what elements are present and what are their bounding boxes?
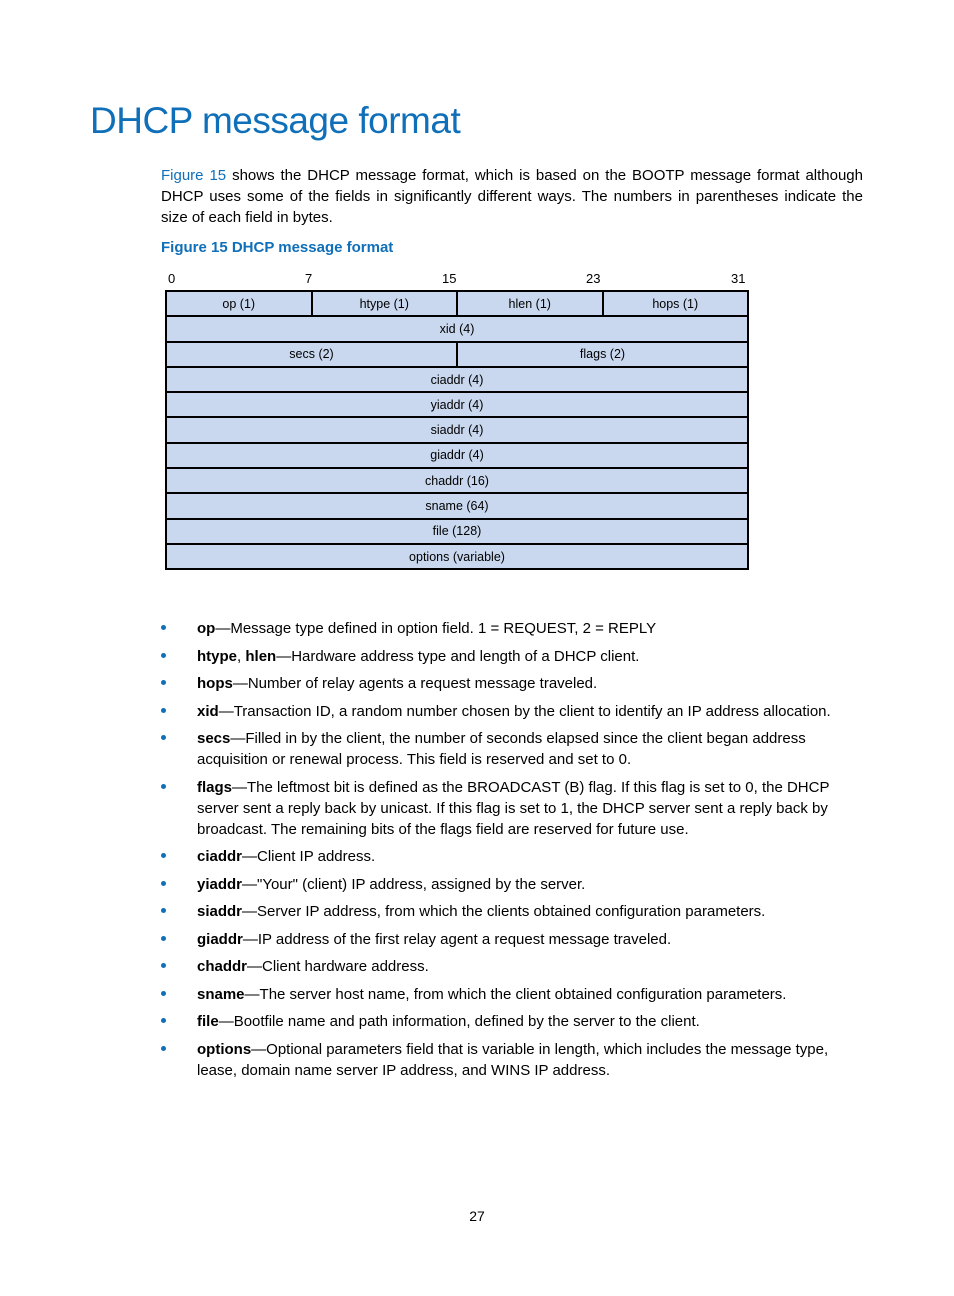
field-giaddr: giaddr (4) bbox=[166, 443, 748, 468]
diagram-row bbox=[166, 392, 748, 417]
field-term: chaddr bbox=[197, 958, 248, 975]
bullet-icon bbox=[161, 653, 166, 658]
bit-label-7: 7 bbox=[305, 271, 313, 286]
diagram-row bbox=[166, 519, 748, 544]
field-description: —Transaction ID, a random number chosen by the client to identify an IP address allocation. bbox=[218, 702, 831, 720]
field-hlen: hlen (1) bbox=[457, 291, 603, 316]
figure-link[interactable]: Figure 15 bbox=[161, 167, 227, 184]
field-term: yiaddr bbox=[197, 875, 243, 893]
field-description: —IP address of the first relay agent a request message traveled. bbox=[242, 930, 672, 948]
list-item bbox=[161, 1011, 864, 1032]
bit-position-labels bbox=[0, 271, 954, 289]
term-separator: , bbox=[237, 647, 246, 665]
field-term: xid bbox=[197, 702, 219, 720]
list-item bbox=[161, 901, 864, 922]
bullet-icon bbox=[161, 784, 166, 789]
field-description: —Number of relay agents a request message traveled. bbox=[232, 675, 598, 692]
bullet-icon bbox=[161, 708, 166, 713]
field-term: secs bbox=[197, 730, 231, 747]
list-item bbox=[161, 1039, 864, 1081]
field-term: hlen bbox=[245, 647, 277, 665]
field-description: —The server host name, from which the client obtained configuration parameters. bbox=[244, 985, 787, 1003]
field-term: giaddr bbox=[197, 930, 243, 948]
bit-label-31: 31 bbox=[731, 271, 746, 286]
list-item bbox=[161, 874, 864, 895]
list-item bbox=[161, 618, 864, 639]
diagram-row bbox=[166, 544, 748, 569]
list-item bbox=[161, 701, 864, 722]
bit-label-15: 15 bbox=[442, 271, 457, 286]
field-xid: xid (4) bbox=[166, 316, 748, 341]
field-chaddr: chaddr (16) bbox=[166, 468, 748, 493]
diagram-row bbox=[166, 443, 748, 468]
diagram-row bbox=[166, 493, 748, 518]
field-term: flags bbox=[197, 778, 233, 796]
bullet-icon bbox=[161, 680, 166, 685]
bullet-icon bbox=[161, 991, 166, 996]
list-item bbox=[161, 984, 864, 1005]
page-number: 27 bbox=[469, 1208, 485, 1224]
field-description: —The leftmost bit is defined as the BROADCAST (B) flag. If this flag is set to 0, the DHCP server sent a reply back by unicast. If this flag is set to 1, the DHCP server sent a reply back by broadcast. The remaining bits of the flags field are reserved for future use. bbox=[197, 778, 830, 838]
field-htype: htype (1) bbox=[312, 291, 458, 316]
list-item bbox=[161, 777, 864, 840]
field-description: —Hardware address type and length of a DHCP client. bbox=[276, 647, 640, 665]
field-term: op bbox=[197, 620, 216, 637]
intro-paragraph bbox=[161, 165, 863, 228]
field-description: —Client hardware address. bbox=[247, 958, 429, 975]
dhcp-message-format-diagram bbox=[165, 290, 749, 570]
field-sname: sname (64) bbox=[166, 493, 748, 518]
bullet-icon bbox=[161, 881, 166, 886]
field-term: hops bbox=[197, 675, 233, 692]
field-options: options (variable) bbox=[166, 544, 748, 569]
diagram-row bbox=[166, 417, 748, 442]
field-term: file bbox=[197, 1013, 219, 1030]
field-ciaddr: ciaddr (4) bbox=[166, 367, 748, 392]
intro-text: shows the DHCP message format, which is based on the BOOTP message format although DHCP uses some of the fields in significantly different ways. The numbers in parentheses indicate the size of each field in bytes. bbox=[161, 167, 863, 226]
field-description: —Message type defined in option field. 1 = REQUEST, 2 = REPLY bbox=[215, 620, 657, 637]
field-op: op (1) bbox=[166, 291, 312, 316]
list-item bbox=[161, 646, 864, 667]
diagram-row bbox=[166, 291, 748, 316]
field-yiaddr: yiaddr (4) bbox=[166, 392, 748, 417]
bit-label-0: 0 bbox=[168, 271, 176, 286]
field-flags: flags (2) bbox=[457, 342, 748, 367]
list-item bbox=[161, 956, 864, 977]
field-term: sname bbox=[197, 985, 245, 1003]
field-secs: secs (2) bbox=[166, 342, 457, 367]
bullet-icon bbox=[161, 735, 166, 740]
field-description: —Optional parameters field that is variable in length, which includes the message type, lease, domain name server IP address, and WINS IP address. bbox=[197, 1040, 829, 1079]
field-term: siaddr bbox=[197, 903, 243, 920]
list-item bbox=[161, 673, 864, 694]
field-siaddr: siaddr (4) bbox=[166, 417, 748, 442]
bit-label-23: 23 bbox=[586, 271, 601, 286]
field-description: —Client IP address. bbox=[242, 848, 376, 865]
field-description-list bbox=[161, 618, 864, 1087]
field-description: —Server IP address, from which the clients obtained configuration parameters. bbox=[242, 903, 766, 920]
diagram-row bbox=[166, 367, 748, 392]
diagram-row bbox=[166, 342, 748, 367]
field-description: —Bootfile name and path information, defined by the server to the client. bbox=[218, 1013, 700, 1030]
field-file: file (128) bbox=[166, 519, 748, 544]
field-description: —Filled in by the client, the number of seconds elapsed since the client began address acquisition or renewal process. This field is reserved and set to 0. bbox=[197, 730, 806, 768]
field-hops: hops (1) bbox=[603, 291, 749, 316]
bullet-icon bbox=[161, 908, 166, 913]
page-title: DHCP message format bbox=[90, 100, 461, 141]
figure-caption: Figure 15 DHCP message format bbox=[161, 239, 394, 256]
field-term: options bbox=[197, 1040, 252, 1058]
diagram-row bbox=[166, 316, 748, 341]
field-description: —"Your" (client) IP address, assigned by the server. bbox=[242, 875, 586, 893]
field-term: ciaddr bbox=[197, 848, 243, 865]
bullet-icon bbox=[161, 853, 166, 858]
bullet-icon bbox=[161, 963, 166, 968]
list-item bbox=[161, 929, 864, 950]
field-term: htype bbox=[197, 647, 238, 665]
bullet-icon bbox=[161, 625, 166, 630]
bullet-icon bbox=[161, 1018, 166, 1023]
list-item bbox=[161, 728, 864, 770]
bullet-icon bbox=[161, 1046, 166, 1051]
diagram-row bbox=[166, 468, 748, 493]
bullet-icon bbox=[161, 936, 166, 941]
list-item bbox=[161, 846, 864, 867]
